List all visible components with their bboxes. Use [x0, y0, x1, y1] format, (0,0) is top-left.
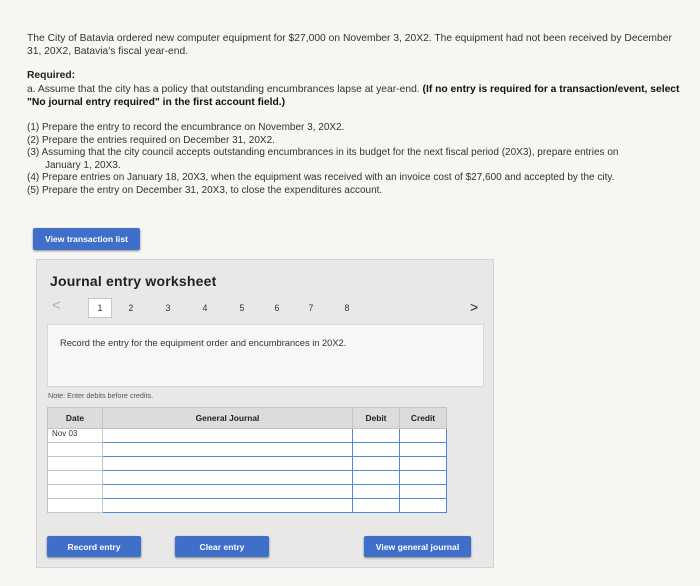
debit-field[interactable] [353, 499, 400, 513]
page-4[interactable]: 4 [202, 303, 208, 313]
debit-field[interactable] [353, 443, 400, 457]
journal-entry-worksheet [36, 259, 494, 568]
date-cell: Nov 03 [48, 429, 103, 443]
account-field[interactable] [103, 485, 353, 499]
date-cell [48, 499, 103, 513]
clear-entry-button[interactable]: Clear entry [175, 536, 269, 557]
step-3-continued: January 1, 20X3. [45, 159, 121, 171]
instruction-text: Record the entry for the equipment order and encumbrances in 20X2. [60, 338, 347, 348]
required-title: Required: [27, 70, 76, 81]
page-7[interactable]: 7 [308, 303, 314, 313]
account-field[interactable] [103, 499, 353, 513]
step-4: (4) Prepare entries on January 18, 20X3, when the equipment was received with an invoice cost of $27,600 and accepted by the city. [27, 172, 615, 183]
journal-row [48, 471, 447, 485]
credit-field[interactable] [400, 485, 447, 499]
debit-field[interactable] [353, 457, 400, 471]
page-5[interactable]: 5 [239, 303, 245, 313]
account-field[interactable] [103, 443, 353, 457]
requirement-a-instruction: (If no entry is required for a transaction/event, select "No journal entry required" in the first account field.) [27, 84, 680, 108]
debit-credit-note: Note: Enter debits before credits. [48, 391, 154, 400]
credit-field[interactable] [400, 457, 447, 471]
credit-field[interactable] [400, 499, 447, 513]
step-5: (5) Prepare the entry on December 31, 20X3, to close the expenditures account. [27, 184, 383, 196]
steps-list [27, 122, 692, 197]
instruction-box [47, 324, 484, 387]
credit-field[interactable] [400, 471, 447, 485]
credit-field[interactable] [400, 443, 447, 457]
record-entry-button[interactable]: Record entry [47, 536, 141, 557]
next-page-icon[interactable]: > [470, 299, 479, 315]
credit-header: Credit [400, 408, 447, 429]
journal-table [47, 407, 447, 513]
credit-field[interactable] [400, 429, 447, 443]
debit-field[interactable] [353, 429, 400, 443]
page-6[interactable]: 6 [274, 303, 280, 313]
date-cell [48, 457, 103, 471]
journal-row [48, 429, 447, 443]
step-1: (1) Prepare the entry to record the encumbrance on November 3, 20X2. [27, 122, 345, 133]
account-field[interactable] [103, 429, 353, 443]
general-journal-header: General Journal [103, 408, 353, 429]
requirement-a [27, 83, 692, 109]
journal-row [48, 457, 447, 471]
worksheet-title: Journal entry worksheet [50, 273, 217, 289]
step-2: (2) Prepare the entries required on December 31, 20X2. [27, 134, 275, 146]
page-1[interactable]: 1 [88, 298, 112, 318]
journal-row [48, 485, 447, 499]
date-cell [48, 485, 103, 499]
date-header: Date [48, 408, 103, 429]
page-8[interactable]: 8 [344, 303, 350, 313]
view-general-journal-button[interactable]: View general journal [364, 536, 471, 557]
date-cell [48, 443, 103, 457]
view-transaction-list-button[interactable]: View transaction list [33, 228, 140, 250]
journal-header-row [48, 408, 447, 429]
date-cell [48, 471, 103, 485]
account-field[interactable] [103, 457, 353, 471]
page-3[interactable]: 3 [165, 303, 171, 313]
prev-page-icon[interactable]: < [52, 297, 61, 314]
requirement-a-text: a. Assume that the city has a policy that outstanding encumbrances lapse at year-end. [27, 84, 420, 95]
debit-field[interactable] [353, 471, 400, 485]
step-3: (3) Assuming that the city council accepts outstanding encumbrances in its budget for the next fiscal period (20X3), prepare entries on [27, 147, 619, 158]
debit-header: Debit [353, 408, 400, 429]
journal-row [48, 443, 447, 457]
worksheet-pager [47, 295, 487, 317]
debit-field[interactable] [353, 485, 400, 499]
page-2[interactable]: 2 [128, 303, 134, 313]
journal-row [48, 499, 447, 513]
problem-intro: The City of Batavia ordered new computer equipment for $27,000 on November 3, 20X2. The equipment had not been received by December 31, 20X2, Batavia's fiscal year-end. [27, 33, 672, 57]
account-field[interactable] [103, 471, 353, 485]
